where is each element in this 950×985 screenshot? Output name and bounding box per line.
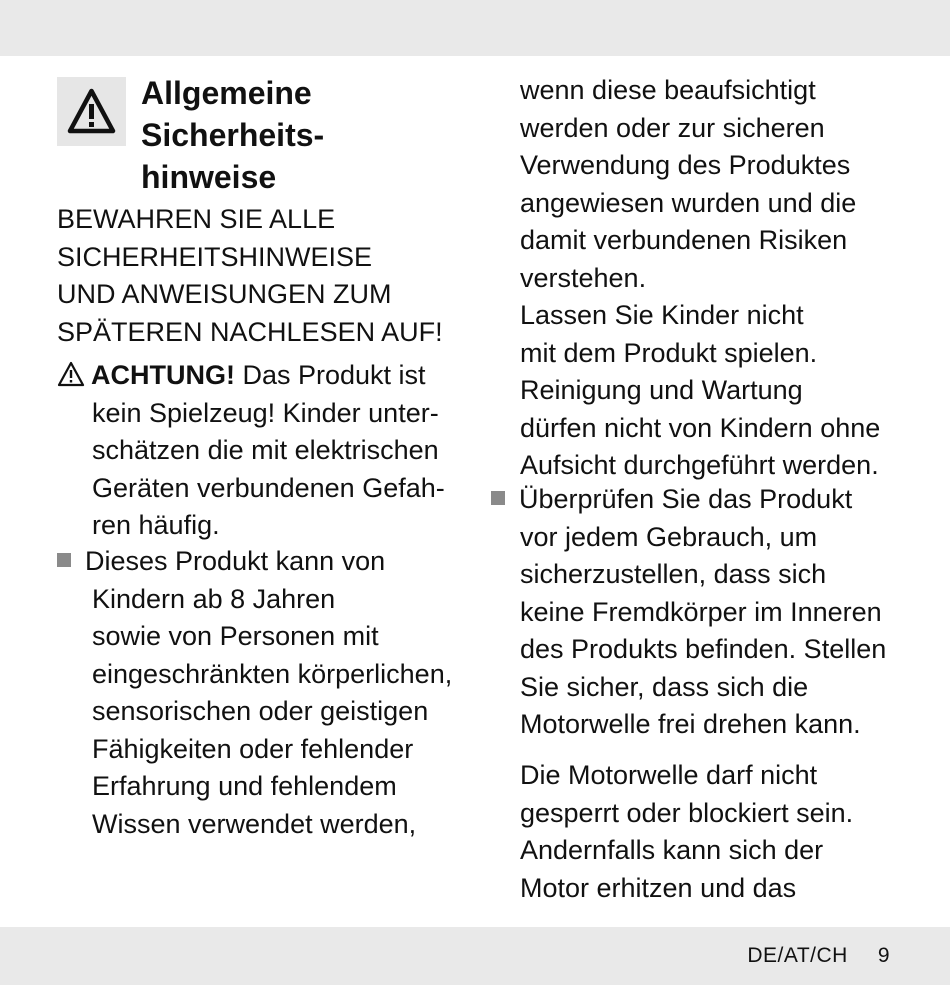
bullet-square-icon (491, 491, 505, 505)
text-line: verstehen. (520, 262, 647, 293)
text-line: Motor erhitzen und das (520, 872, 797, 903)
text-line: gesperrt oder blockiert sein. (520, 797, 854, 828)
page-footer (747, 944, 890, 968)
caps-line: SPÄTEREN NACHLESEN AUF! (57, 316, 443, 347)
bullet-line: sowie von Personen mit (92, 621, 379, 651)
bullet-square-icon (57, 553, 71, 567)
bullet-line: Fähigkeiten oder fehlender (92, 733, 414, 764)
bullet-line: eingeschränkten körperlichen, (92, 658, 453, 689)
warning-small-icon (57, 361, 85, 387)
page-number: 9 (877, 944, 890, 967)
right-continuation (520, 72, 920, 485)
text-line: Aufsicht durchgeführt werden. (520, 450, 879, 480)
caps-line: UND ANWEISUNGEN ZUM (57, 279, 392, 309)
motor-shaft-paragraph (520, 757, 920, 907)
text-line: Lassen Sie Kinder nicht (520, 300, 804, 330)
keep-instructions-notice (57, 201, 477, 351)
bullet-line: sensorischen oder geistigen (92, 696, 429, 726)
bullet-first-line (491, 481, 921, 519)
warning-label: ACHTUNG! (91, 360, 235, 390)
region-label: DE/AT/CH (747, 944, 848, 967)
section-title (141, 72, 441, 198)
bullet-line: vor jedem Gebrauch, um (520, 521, 818, 552)
text-line: damit verbundenen Risiken (520, 225, 848, 255)
bullet-line: Kindern ab 8 Jahren (92, 583, 336, 614)
bullet-first-line (57, 543, 477, 581)
warning-paragraph (57, 357, 477, 545)
text-line: Verwendung des Produktes (520, 150, 851, 180)
title-line: hinweise (141, 159, 277, 195)
bullet-line: des Produkts befinden. Stellen (520, 634, 887, 664)
text-line: mit dem Produkt spielen. (520, 337, 818, 368)
title-line: Sicherheits- (141, 117, 325, 153)
bullet-children-usage (57, 543, 477, 843)
bullet-text: Dieses Produkt kann von (85, 546, 386, 576)
warning-line: schätzen die mit elektrischen (92, 435, 439, 465)
bullet-line: Wissen verwendet werden, (92, 808, 417, 839)
caps-line: BEWAHREN SIE ALLE (57, 204, 336, 234)
bullet-text: Überprüfen Sie das Produkt (519, 484, 853, 514)
warning-text-start: Das Produkt ist (234, 360, 426, 390)
bullet-check-product (491, 481, 921, 744)
warning-first-line (57, 357, 477, 395)
top-band (0, 0, 950, 56)
warning-triangle-icon (66, 86, 117, 137)
text-line: werden oder zur sicheren (520, 112, 825, 143)
bullet-line: sicherzustellen, dass sich (520, 559, 827, 589)
warning-icon-box (57, 77, 126, 146)
text-line: Die Motorwelle darf nicht (520, 760, 818, 790)
bullet-line: Motorwelle frei drehen kann. (520, 709, 861, 739)
text-line: Reinigung und Wartung (520, 375, 803, 405)
text-line: angewiesen wurden und die (520, 187, 857, 218)
warning-line: kein Spielzeug! Kinder unter- (92, 397, 439, 428)
text-line: wenn diese beaufsichtigt (520, 75, 816, 105)
bullet-line: Sie sicher, dass sich die (520, 671, 809, 702)
text-line: dürfen nicht von Kindern ohne (520, 412, 881, 443)
bullet-line: keine Fremdkörper im Inneren (520, 596, 882, 627)
warning-line: Geräten verbundenen Gefah- (92, 472, 445, 503)
caps-line: SICHERHEITSHINWEISE (57, 241, 373, 272)
title-line: Allgemeine (141, 75, 312, 111)
text-line: Andernfalls kann sich der (520, 835, 824, 865)
warning-line: ren häufig. (92, 510, 220, 540)
bullet-line: Erfahrung und fehlendem (92, 771, 397, 801)
